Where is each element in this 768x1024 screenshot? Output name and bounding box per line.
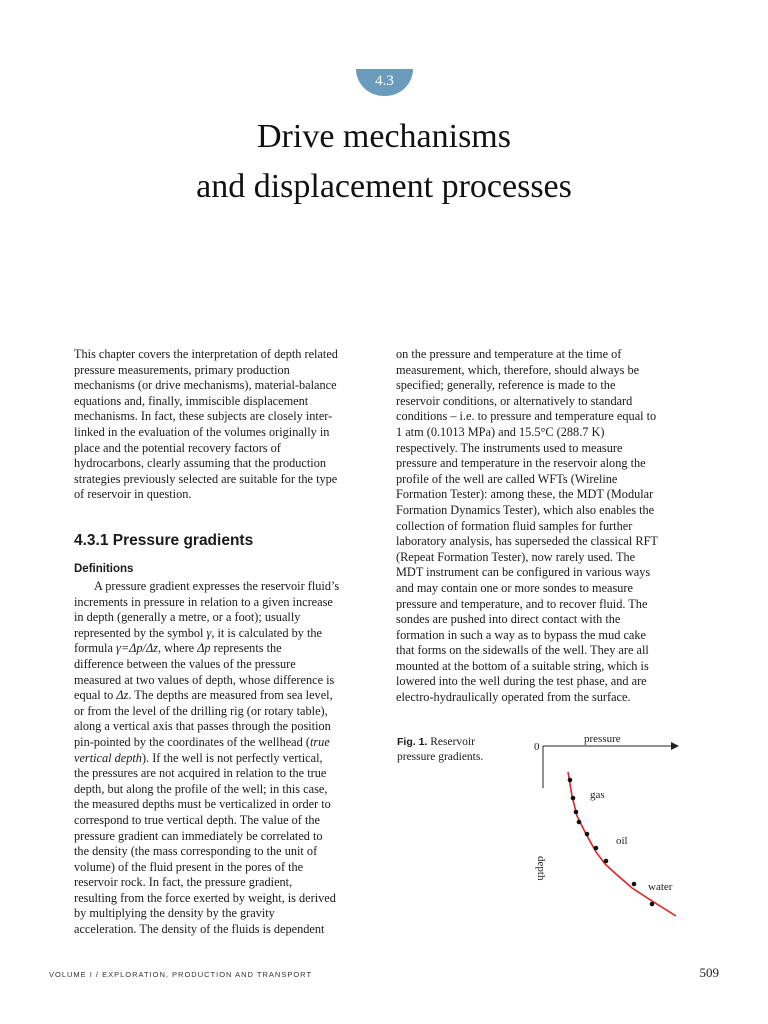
right-line: mounted at the bottom of a suitable string, which is bbox=[396, 658, 649, 673]
intro-line: hydrocarbons, clearly assuming that the production bbox=[74, 456, 327, 471]
figure-caption-text: Reservoir bbox=[427, 736, 475, 748]
defs-line: vertical depth). If the well is not perfectly vertical, bbox=[74, 750, 323, 765]
defs-line: A pressure gradient expresses the reservoir fluid’s bbox=[94, 579, 340, 593]
figure-caption-label: Fig. 1. bbox=[397, 736, 428, 748]
right-column-paragraph bbox=[396, 347, 692, 706]
page-number: 509 bbox=[699, 965, 719, 980]
intro-line: linked in the evaluation of the volumes originally in bbox=[74, 424, 330, 439]
right-line: laboratory analysis, has superseded the classical RFT bbox=[396, 534, 658, 549]
defs-line: equal to Δz. The depths are measured from sea level, bbox=[74, 688, 333, 703]
defs-line: represented by the symbol γ, it is calculated by the bbox=[74, 625, 322, 640]
defs-line: in depth (generally a metre, or a foot); usually bbox=[74, 610, 301, 625]
right-line: profile of the well are called WFTs (Wireline bbox=[396, 471, 618, 486]
zone-label-oil: oil bbox=[616, 835, 628, 847]
right-line: collection of formation fluid samples for further bbox=[396, 518, 633, 533]
section-number-badge: 4.3 bbox=[356, 69, 413, 96]
right-line: electro-hydraulically operated from the surface. bbox=[396, 690, 631, 705]
right-line: reservoir conditions, or alternatively to standard bbox=[396, 393, 633, 408]
right-line: that forms on the sidewalls of the well. They are all bbox=[396, 643, 649, 658]
measurement-point bbox=[650, 902, 655, 907]
defs-line: by multiplying the density by the gravity bbox=[74, 906, 275, 921]
defs-line: formula γ=Δp/Δz, where Δp represents the bbox=[74, 641, 282, 656]
right-line: and may contain one or more sondes to measure bbox=[396, 580, 633, 595]
right-line: conditions – i.e. to pressure and temperature equal to bbox=[396, 409, 657, 424]
intro-line: equations and, finally, immiscible displacement bbox=[74, 393, 309, 408]
defs-line: volume) of the fluid present in the pores of the bbox=[74, 859, 304, 874]
intro-line: of reservoir in question. bbox=[74, 487, 192, 502]
defs-line: reservoir rock. In fact, the pressure gradient, bbox=[74, 875, 293, 890]
measurement-point bbox=[604, 859, 609, 864]
right-line: measurement, which, therefore, should always be bbox=[396, 362, 640, 377]
right-line: sondes are pushed into direct contact with the bbox=[396, 612, 621, 627]
defs-line: acceleration. The density of the fluids is dependent bbox=[74, 922, 325, 937]
right-line: lowered into the well during the test phase, and are bbox=[396, 674, 647, 689]
right-line: pressure and temperature in the reservoir along the bbox=[396, 456, 646, 471]
defs-line: resulting from the force exerted by weight, is derived bbox=[74, 890, 336, 905]
right-line: Formation Tester): among these, the MDT (Modular bbox=[396, 487, 654, 502]
measurement-point bbox=[585, 832, 590, 837]
intro-line: This chapter covers the interpretation of depth related bbox=[74, 347, 338, 361]
defs-line: measured at two values of depth, whose difference is bbox=[74, 672, 335, 687]
section-heading: 4.3.1 Pressure gradients bbox=[74, 532, 254, 549]
right-line: specified; generally, reference is made to the bbox=[396, 378, 616, 393]
intro-paragraph bbox=[74, 347, 368, 503]
chapter-title-line-2: and displacement processes bbox=[196, 168, 572, 205]
intro-line: strategies previously selected are suitable for the type bbox=[74, 471, 338, 486]
right-line: pressure and temperature, and to recover fluid. The bbox=[396, 596, 648, 611]
chapter-title-line-1: Drive mechanisms bbox=[257, 118, 511, 155]
measurement-point bbox=[571, 796, 576, 801]
right-line: Formation Dynamics Tester), which also enables the bbox=[396, 502, 655, 517]
footer-volume-title: VOLUME I / EXPLORATION, PRODUCTION AND TRANSPORT bbox=[49, 970, 313, 979]
measurement-point bbox=[568, 778, 573, 783]
intro-line: pressure measurements, primary production bbox=[74, 362, 290, 377]
measurement-point bbox=[577, 820, 582, 825]
right-line: (Repeat Formation Tester), now rarely used. The bbox=[396, 549, 636, 564]
gamma-symbol: γ bbox=[206, 625, 212, 640]
measurement-point bbox=[632, 882, 637, 887]
right-line: on the pressure and temperature at the time of bbox=[396, 347, 622, 361]
origin-label: 0 bbox=[534, 741, 540, 753]
defs-line: the measured depths must be verticalized in order to bbox=[74, 797, 331, 812]
y-axis-label: depth bbox=[535, 856, 547, 881]
pressure-gradient-figure bbox=[520, 728, 700, 928]
defs-line: or from the level of the drilling rig (or rotary table), bbox=[74, 703, 328, 718]
measurement-point bbox=[594, 846, 599, 851]
definitions-paragraph bbox=[74, 579, 368, 938]
measurement-points bbox=[568, 778, 655, 907]
x-axis-label: pressure bbox=[584, 733, 621, 745]
defs-line: correspond to true vertical depth. The value of the bbox=[74, 812, 320, 827]
zone-label-water: water bbox=[648, 881, 673, 893]
subheading-definitions: Definitions bbox=[74, 563, 134, 575]
chapter-title bbox=[0, 112, 768, 212]
zone-label-gas: gas bbox=[590, 789, 605, 801]
figure-caption bbox=[397, 735, 517, 765]
right-line: formation in such a way as to bypass the mud cake bbox=[396, 627, 646, 642]
intro-line: mechanisms. In fact, these subjects are closely inter- bbox=[74, 409, 333, 424]
right-line: MDT instrument can be configured in various ways bbox=[396, 565, 651, 580]
right-line: respectively. The instruments used to measure bbox=[396, 440, 623, 455]
right-line: 1 atm (0.1013 MPa) and 15.5°C (288.7 K) bbox=[396, 424, 605, 439]
defs-line: along a vertical axis that passes through the position bbox=[74, 719, 331, 734]
defs-line: pressure gradient can immediately be correlated to bbox=[74, 828, 323, 843]
defs-line: pin-pointed by the coordinates of the wellhead (true bbox=[74, 734, 330, 749]
gradient-formula: γ=Δp/Δz bbox=[116, 641, 158, 656]
defs-line: depth, but along the profile of the well; in this case, bbox=[74, 781, 328, 796]
intro-line: place and the potential recovery factors of bbox=[74, 440, 281, 455]
intro-line: mechanisms (or drive mechanisms), material-balance bbox=[74, 378, 337, 393]
defs-line: the density (the mass corresponding to the unit of bbox=[74, 844, 318, 859]
defs-line: difference between the values of the pressure bbox=[74, 656, 296, 671]
defs-line: increments in pressure in relation to a given increase bbox=[74, 594, 333, 609]
figure-caption-text-2: pressure gradients. bbox=[397, 751, 484, 763]
defs-line: the pressures are not acquired in relation to the true bbox=[74, 766, 327, 781]
measurement-point bbox=[574, 810, 579, 815]
